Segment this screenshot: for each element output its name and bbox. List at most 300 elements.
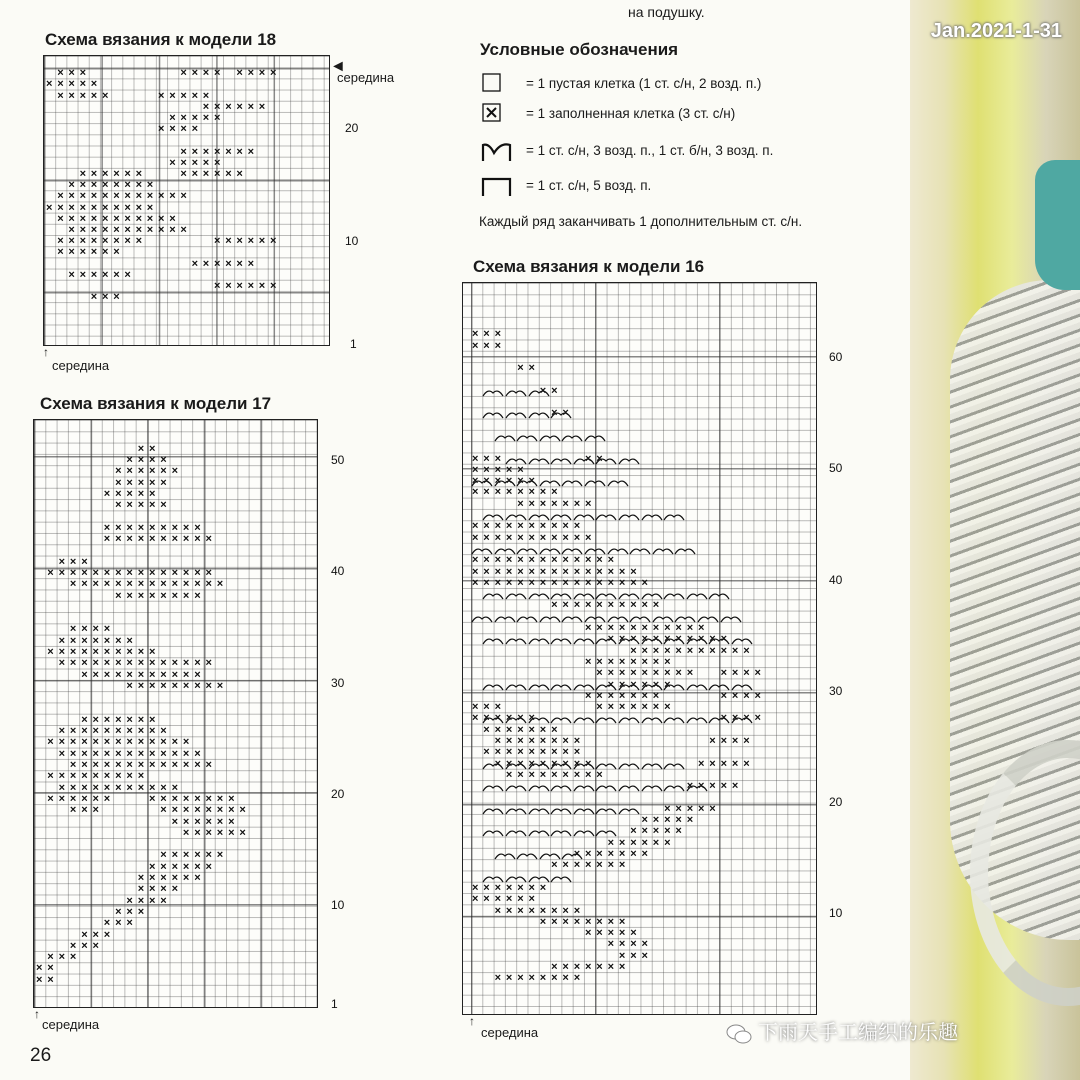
- filled-cell-mark: ×: [709, 633, 716, 646]
- filled-cell-mark: ×: [137, 713, 145, 726]
- filled-cell-mark: ×: [652, 599, 660, 612]
- filled-cell-mark: ×: [194, 679, 201, 692]
- filled-cell-mark: ×: [149, 521, 156, 534]
- filled-cell-mark: ×: [58, 725, 66, 738]
- arch-cell-mark: [528, 455, 550, 465]
- filled-cell-mark: ×: [81, 578, 88, 591]
- arch-cell-mark: [561, 477, 583, 487]
- filled-cell-mark: ×: [115, 713, 122, 726]
- filled-cell-mark: ×: [46, 201, 53, 214]
- filled-cell-mark: ×: [79, 246, 87, 259]
- filled-cell-mark: ×: [81, 804, 88, 817]
- filled-cell-mark: ×: [169, 89, 176, 102]
- arch-cell-mark: [686, 714, 708, 724]
- filled-cell-mark: ×: [205, 826, 212, 839]
- filled-cell-mark: ×: [126, 521, 133, 534]
- filled-cell-mark: ×: [618, 633, 626, 646]
- filled-cell-mark: ×: [607, 848, 615, 860]
- filled-cell-mark: ×: [103, 578, 111, 591]
- filled-cell-mark: ×: [641, 689, 648, 702]
- filled-cell-mark: ×: [57, 212, 64, 225]
- filled-cell-mark: ×: [607, 701, 615, 714]
- filled-cell-mark: ×: [483, 463, 490, 476]
- filled-cell-mark: ×: [81, 555, 88, 568]
- filled-cell-mark: ×: [126, 465, 133, 478]
- filled-cell-mark: ×: [528, 893, 535, 906]
- filled-cell-mark: ×: [102, 235, 109, 248]
- filled-cell-mark: ×: [81, 725, 88, 738]
- arch-cell-mark: [595, 714, 617, 724]
- filled-cell-mark: ×: [528, 520, 535, 533]
- filled-cell-mark: ×: [607, 915, 615, 928]
- filled-cell-mark: ×: [160, 894, 167, 907]
- filled-cell-mark: ×: [205, 815, 212, 828]
- filled-cell-mark: ×: [494, 554, 502, 567]
- filled-cell-mark: ×: [103, 713, 111, 726]
- filled-cell-mark: ×: [126, 589, 133, 602]
- filled-cell-mark: ×: [698, 757, 705, 770]
- filled-cell-mark: ×: [551, 746, 558, 759]
- arrow-left-icon: ◄: [330, 58, 346, 75]
- arch-cell-mark: [573, 805, 595, 815]
- filled-cell-mark: ×: [258, 280, 266, 292]
- filled-cell-mark: ×: [652, 678, 660, 691]
- filled-cell-mark: ×: [113, 212, 120, 225]
- filled-cell-mark: ×: [90, 224, 98, 236]
- filled-cell-mark: ×: [103, 646, 111, 658]
- filled-cell-mark: ×: [126, 725, 133, 738]
- bridge-icon: [480, 174, 512, 196]
- filled-cell-mark: ×: [596, 599, 603, 612]
- arch-cell-mark: [505, 757, 527, 770]
- filled-cell-mark: ×: [573, 757, 581, 770]
- arch-cell-mark: [584, 432, 606, 442]
- filled-cell-mark: ×: [641, 655, 648, 668]
- filled-cell-mark: ×: [171, 815, 179, 828]
- filled-cell-mark: ×: [135, 168, 143, 180]
- filled-cell-mark: ×: [731, 735, 739, 747]
- filled-cell-mark: ×: [472, 554, 479, 567]
- filled-cell-mark: ×: [149, 792, 156, 805]
- arch-cell-mark: [618, 511, 640, 521]
- filled-cell-mark: ×: [92, 725, 99, 738]
- filled-cell-mark: ×: [743, 735, 750, 747]
- filled-cell-mark: ×: [573, 915, 581, 928]
- filled-cell-mark: ×: [57, 190, 64, 203]
- filled-cell-mark: ×: [630, 655, 637, 668]
- filled-cell-mark: ×: [607, 859, 615, 872]
- filled-cell-mark: ×: [81, 770, 88, 783]
- filled-cell-mark: ×: [505, 486, 513, 499]
- legend-arch-text: = 1 ст. с/н, 3 возд. п., 1 ст. б/н, 3 возд. п.: [526, 142, 774, 158]
- filled-cell-mark: ×: [81, 668, 88, 681]
- filled-cell-mark: ×: [137, 747, 145, 760]
- filled-cell-mark: ×: [258, 235, 266, 248]
- filled-cell-mark: ×: [494, 486, 502, 499]
- filled-cell-mark: ×: [137, 646, 145, 658]
- filled-cell-mark: ×: [194, 860, 201, 873]
- filled-cell-mark: ×: [539, 768, 547, 781]
- filled-cell-mark: ×: [596, 655, 603, 668]
- filled-cell-mark: ×: [160, 589, 167, 602]
- filled-cell-mark: ×: [57, 235, 64, 248]
- arch-cell-mark: [505, 409, 527, 419]
- arch-cell-mark: [550, 782, 572, 792]
- filled-cell-mark: ×: [641, 599, 648, 612]
- teal-object-shape: [1035, 160, 1080, 290]
- filled-cell-mark: ×: [79, 190, 87, 203]
- filled-cell-mark: ×: [102, 246, 109, 259]
- filled-cell-mark: ×: [69, 555, 77, 568]
- filled-cell-mark: ×: [126, 759, 133, 771]
- filled-cell-mark: ×: [182, 736, 190, 749]
- filled-cell-mark: ×: [539, 757, 547, 770]
- filled-cell-mark: ×: [124, 168, 131, 180]
- filled-cell-mark: ×: [180, 156, 187, 169]
- filled-cell-mark: ×: [225, 145, 232, 158]
- filled-cell-mark: ×: [652, 689, 660, 702]
- arch-cell-mark: [731, 714, 753, 724]
- arch-cell-mark: [550, 590, 572, 600]
- filled-cell-mark: ×: [115, 668, 122, 681]
- filled-cell-mark: ×: [92, 634, 99, 647]
- filled-cell-mark: ×: [618, 689, 626, 702]
- filled-cell-mark: ×: [236, 280, 243, 292]
- filled-cell-mark: ×: [618, 915, 626, 928]
- filled-cell-mark: ×: [137, 521, 145, 534]
- filled-cell-mark: ×: [517, 565, 524, 578]
- filled-cell-mark: ×: [505, 972, 513, 985]
- filled-cell-mark: ×: [551, 497, 558, 510]
- filled-cell-mark: ×: [113, 246, 120, 259]
- filled-cell-mark: ×: [202, 100, 210, 113]
- arch-cell-mark: [482, 805, 504, 815]
- filled-cell-mark: ×: [652, 622, 660, 634]
- filled-cell-mark: ×: [720, 689, 728, 702]
- filled-cell-mark: ×: [115, 465, 122, 478]
- filled-cell-mark: ×: [149, 476, 156, 489]
- filled-cell-mark: ×: [149, 668, 156, 681]
- filled-cell-mark: ×: [115, 646, 122, 658]
- filled-cell-mark: ×: [126, 499, 133, 512]
- filled-cell-mark: ×: [182, 521, 190, 534]
- filled-cell-mark: ×: [47, 951, 54, 964]
- filled-cell-mark: ×: [539, 554, 547, 567]
- filled-cell-mark: ×: [494, 520, 502, 533]
- filled-cell-mark: ×: [47, 646, 54, 658]
- filled-cell-mark: ×: [641, 576, 648, 589]
- filled-cell-mark: ×: [562, 746, 569, 759]
- arch-cell-mark: [528, 384, 550, 397]
- filled-cell-mark: ×: [664, 701, 671, 714]
- arch-cell-mark: [641, 760, 663, 770]
- filled-cell-mark: ×: [562, 904, 569, 917]
- filled-cell-mark: ×: [194, 759, 201, 771]
- filled-cell-mark: ×: [596, 576, 603, 589]
- filled-cell-mark: ×: [562, 757, 569, 770]
- arch-cell-mark: [641, 714, 663, 724]
- filled-cell-mark: ×: [102, 89, 109, 102]
- filled-cell-mark: ×: [539, 384, 547, 397]
- filled-cell-mark: ×: [149, 499, 156, 512]
- filled-cell-mark: ×: [171, 781, 179, 794]
- arch-cell-mark: [720, 613, 742, 623]
- filled-cell-mark: ×: [202, 145, 210, 158]
- filled-cell-mark: ×: [528, 881, 535, 894]
- filled-cell-mark: ×: [517, 972, 524, 985]
- arch-cell-mark: [674, 613, 696, 623]
- filled-cell-mark: ×: [562, 407, 569, 420]
- filled-cell-mark: ×: [137, 872, 145, 884]
- filled-cell-mark: ×: [90, 235, 98, 248]
- filled-cell-mark: ×: [68, 67, 75, 80]
- filled-cell-mark: ×: [202, 168, 210, 180]
- filled-cell-mark: ×: [551, 576, 558, 589]
- filled-cell-mark: ×: [551, 859, 558, 872]
- filled-cell-mark: ×: [149, 725, 156, 738]
- arch-cell-mark: [595, 827, 617, 837]
- filled-cell-mark: ×: [47, 962, 54, 975]
- chart-16-title: Схема вязания к модели 16: [473, 257, 705, 276]
- arch-cell-mark: [550, 757, 572, 770]
- filled-cell-mark: ×: [103, 736, 111, 749]
- filled-cell-mark: ×: [137, 533, 145, 545]
- filled-cell-mark: ×: [607, 576, 615, 589]
- filled-cell-mark: ×: [720, 644, 728, 657]
- filled-cell-mark: ×: [641, 678, 648, 691]
- arch-cell-mark: [561, 545, 583, 555]
- legend-filled-text: = 1 заполненная клетка (3 ст. с/н): [526, 105, 736, 121]
- filled-cell-mark: ×: [194, 566, 201, 579]
- filled-cell-mark: ×: [652, 633, 660, 646]
- arch-cell-mark: [686, 590, 708, 600]
- filled-cell-mark: ×: [137, 679, 145, 692]
- filled-cell-mark: ×: [539, 576, 547, 589]
- arch-cell-mark: [708, 714, 730, 724]
- filled-cell-mark: ×: [79, 78, 87, 91]
- filled-cell-mark: ×: [607, 633, 615, 646]
- filled-cell-mark: ×: [562, 599, 569, 612]
- arch-cell-mark: [607, 477, 629, 487]
- filled-cell-mark: ×: [216, 578, 224, 591]
- filled-cell-mark: ×: [160, 849, 167, 862]
- arch-cell-mark: [663, 714, 685, 724]
- filled-cell-mark: ×: [171, 747, 179, 760]
- arch-cell-mark: [550, 827, 572, 837]
- arch-cell-mark: [505, 873, 527, 883]
- filled-cell-mark: ×: [182, 872, 190, 884]
- arch-cell-mark: [505, 681, 527, 691]
- filled-cell-mark: ×: [194, 872, 201, 884]
- filled-cell-mark: ×: [202, 112, 210, 124]
- filled-cell-mark: ×: [573, 531, 581, 544]
- filled-cell-mark: ×: [562, 735, 569, 747]
- filled-cell-mark: ×: [483, 576, 490, 589]
- filled-cell-mark: ×: [81, 928, 88, 941]
- filled-cell-mark: ×: [202, 89, 210, 102]
- filled-cell-mark: ×: [551, 972, 558, 985]
- filled-cell-mark: ×: [160, 872, 167, 884]
- chart-17-row-10: 10: [331, 898, 345, 912]
- filled-cell-mark: ×: [149, 747, 156, 760]
- arch-cell-mark: [618, 782, 640, 792]
- filled-cell-mark: ×: [573, 961, 581, 973]
- filled-cell-mark: ×: [46, 78, 53, 91]
- filled-cell-mark: ×: [539, 746, 547, 759]
- filled-cell-mark: ×: [528, 497, 535, 510]
- filled-cell-mark: ×: [698, 622, 705, 634]
- filled-cell-mark: ×: [137, 453, 145, 466]
- filled-cell-mark: ×: [551, 915, 558, 928]
- filled-cell-mark: ×: [124, 268, 131, 281]
- filled-cell-mark: ×: [596, 554, 603, 567]
- filled-cell-mark: ×: [528, 723, 535, 736]
- filled-cell-mark: ×: [115, 533, 122, 545]
- filled-cell-mark: ×: [214, 257, 221, 270]
- filled-cell-mark: ×: [562, 554, 569, 567]
- filled-cell-mark: ×: [618, 622, 626, 634]
- filled-cell-mark: ×: [146, 201, 154, 214]
- filled-cell-mark: ×: [225, 280, 232, 292]
- filled-cell-mark: ×: [505, 565, 513, 578]
- filled-cell-mark: ×: [47, 770, 54, 783]
- filled-cell-mark: ×: [137, 894, 145, 907]
- filled-cell-mark: ×: [494, 735, 502, 747]
- filled-cell-mark: ×: [160, 657, 167, 670]
- arch-cell-mark: [528, 590, 550, 600]
- filled-cell-mark: ×: [630, 949, 637, 962]
- filled-cell-mark: ×: [731, 689, 739, 702]
- filled-cell-mark: ×: [754, 667, 761, 680]
- filled-cell-mark: ×: [720, 633, 728, 646]
- filled-cell-mark: ×: [102, 179, 109, 192]
- filled-cell-mark: ×: [171, 804, 179, 817]
- filled-cell-mark: ×: [607, 961, 615, 973]
- filled-cell-mark: ×: [641, 701, 648, 714]
- arch-cell-mark: [505, 387, 527, 397]
- filled-cell-mark: ×: [270, 67, 277, 80]
- filled-cell-mark: ×: [90, 168, 98, 180]
- filled-cell-mark: ×: [103, 521, 111, 534]
- filled-cell-mark: ×: [169, 112, 176, 124]
- filled-cell-mark: ×: [216, 792, 224, 805]
- filled-cell-mark: ×: [115, 736, 122, 749]
- filled-cell-mark: ×: [641, 825, 648, 838]
- filled-cell-mark: ×: [126, 713, 133, 726]
- filled-cell-mark: ×: [90, 268, 98, 281]
- filled-cell-mark: ×: [228, 815, 235, 828]
- filled-cell-mark: ×: [36, 962, 43, 975]
- filled-cell-mark: ×: [573, 848, 581, 860]
- filled-cell-mark: ×: [57, 201, 64, 214]
- filled-cell-mark: ×: [137, 725, 145, 738]
- filled-cell-mark: ×: [698, 633, 705, 646]
- arch-cell-mark: [663, 782, 685, 792]
- filled-cell-mark: ×: [505, 576, 513, 589]
- filled-cell-mark: ×: [551, 384, 558, 397]
- filled-cell-mark: ×: [585, 655, 592, 668]
- filled-cell-mark: ×: [472, 520, 479, 533]
- arch-cell-mark: [494, 545, 516, 555]
- filled-cell-mark: ×: [709, 780, 716, 793]
- filled-cell-mark: ×: [171, 578, 179, 591]
- filled-cell-mark: ×: [68, 246, 75, 259]
- filled-cell-mark: ×: [528, 972, 535, 985]
- arch-cell-mark: [595, 760, 617, 770]
- filled-cell-mark: ×: [169, 224, 176, 236]
- filled-cell-mark: ×: [270, 235, 277, 248]
- filled-cell-mark: ×: [79, 235, 87, 248]
- filled-cell-mark: ×: [205, 804, 212, 817]
- filled-cell-mark: ×: [472, 701, 479, 714]
- filled-cell-mark: ×: [115, 566, 122, 579]
- arrow-up-icon: ↑: [43, 345, 49, 359]
- filled-cell-mark: ×: [79, 179, 87, 192]
- filled-cell-mark: ×: [214, 235, 221, 248]
- filled-cell-mark: ×: [505, 746, 513, 759]
- filled-cell-mark: ×: [539, 565, 547, 578]
- filled-cell-mark: ×: [92, 928, 99, 941]
- filled-cell-mark: ×: [505, 768, 513, 781]
- filled-cell-mark: ×: [641, 848, 648, 860]
- arch-cell-mark: [539, 850, 561, 860]
- filled-cell-mark: ×: [517, 768, 524, 781]
- filled-cell-mark: ×: [618, 859, 626, 872]
- filled-cell-mark: ×: [562, 576, 569, 589]
- filled-cell-mark: ×: [180, 112, 187, 124]
- filled-cell-mark: ×: [137, 668, 145, 681]
- filled-cell-mark: ×: [135, 179, 143, 192]
- filled-cell-mark: ×: [607, 927, 615, 940]
- filled-cell-mark: ×: [472, 881, 479, 894]
- filled-cell-mark: ×: [137, 465, 145, 478]
- filled-cell-mark: ×: [180, 224, 187, 236]
- filled-cell-mark: ×: [180, 145, 187, 158]
- filled-cell-mark: ×: [81, 792, 88, 805]
- chart-17-row-50: 50: [331, 453, 345, 467]
- filled-cell-mark: ×: [137, 499, 145, 512]
- filled-cell-mark: ×: [505, 904, 513, 917]
- filled-cell-mark: ×: [137, 442, 145, 455]
- filled-cell-mark: ×: [630, 667, 637, 680]
- arch-cell-mark: [505, 782, 527, 792]
- filled-cell-mark: ×: [607, 655, 615, 668]
- arch-cell-mark: [686, 635, 708, 645]
- filled-cell-mark: ×: [68, 212, 75, 225]
- filled-cell-mark: ×: [472, 452, 479, 465]
- filled-cell-mark: ×: [81, 657, 88, 670]
- filled-cell-mark: ×: [103, 634, 111, 647]
- filled-cell-mark: ×: [562, 961, 569, 973]
- filled-cell-mark: ×: [92, 759, 99, 771]
- filled-cell-mark: ×: [607, 836, 615, 849]
- filled-cell-mark: ×: [205, 759, 212, 771]
- filled-cell-mark: ×: [194, 521, 201, 534]
- filled-cell-mark: ×: [135, 190, 143, 203]
- filled-cell-mark: ×: [607, 938, 615, 951]
- wechat-icon: [726, 1023, 752, 1045]
- filled-cell-mark: ×: [720, 735, 728, 747]
- filled-cell-mark: ×: [618, 678, 626, 691]
- filled-cell-mark: ×: [90, 89, 98, 102]
- filled-cell-mark: ×: [630, 599, 637, 612]
- filled-cell-mark: ×: [618, 599, 626, 612]
- filled-cell-mark: ×: [483, 520, 490, 533]
- filled-cell-mark: ×: [137, 905, 145, 918]
- legend-note: Каждый ряд заканчивать 1 дополнительным ст. с/н.: [479, 214, 803, 229]
- filled-cell-mark: ×: [539, 904, 547, 917]
- filled-cell-mark: ×: [528, 531, 535, 544]
